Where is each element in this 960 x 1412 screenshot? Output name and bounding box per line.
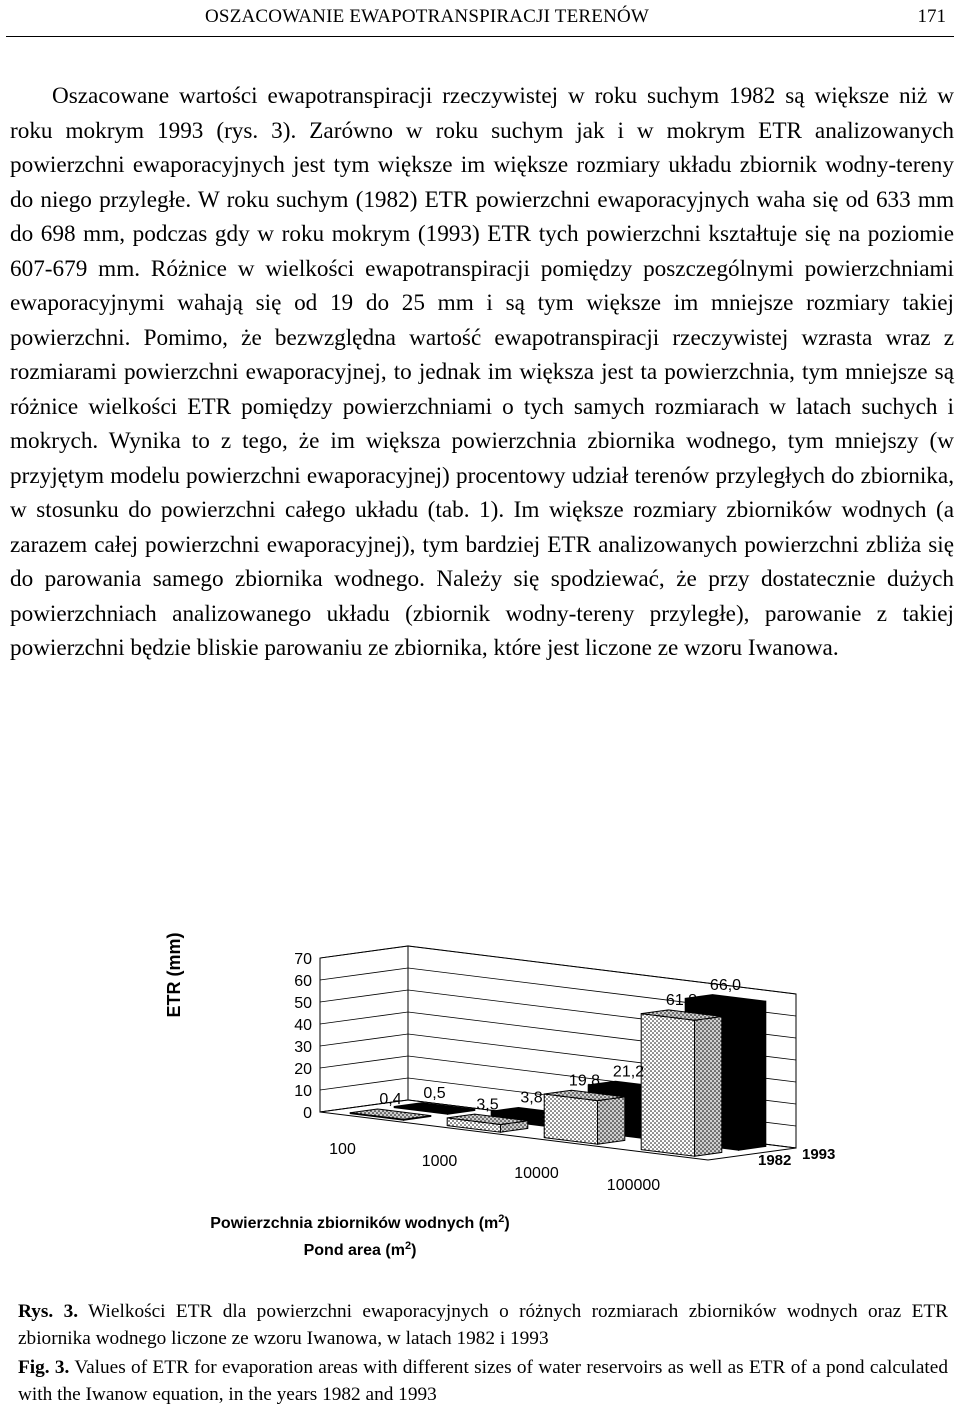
y-tick-label: 70: [294, 951, 312, 968]
data-label: 21,2: [612, 1063, 645, 1081]
bar-side: [695, 1017, 722, 1157]
running-title: OSZACOWANIE EWAPOTRANSPIRACJI TERENÓW: [205, 6, 650, 27]
data-label: 61,8: [665, 992, 698, 1010]
page-number: 171: [917, 6, 946, 27]
y-tick-label: 20: [294, 1061, 312, 1078]
bar-side: [739, 1001, 766, 1150]
x-tick-label: 100000: [606, 1177, 661, 1194]
bar-front: [544, 1094, 597, 1144]
header-rule: [6, 36, 954, 37]
data-label: 19,8: [568, 1072, 601, 1090]
x-tick-label: 1000: [421, 1153, 458, 1170]
left-wall: [320, 946, 408, 1112]
caption-text-en: Values of ETR for evaporation areas with different sizes of water reservoirs as well as ETR of a pond calculated with the Iwanow equation, in the years 1982 and 1993: [18, 1357, 948, 1405]
x-axis-title-pl: Powierzchnia zbiorników wodnych $(m^2)$: [210, 1213, 510, 1232]
caption-label-pl: Rys. 3.: [18, 1301, 79, 1322]
x-tick-label: 10000: [514, 1165, 559, 1182]
figure-caption-en: [18, 1354, 948, 1408]
y-tick-label: 40: [294, 1017, 312, 1034]
figure-caption-pl: [18, 1298, 948, 1352]
x-tick-label: 100: [329, 1141, 356, 1158]
y-tick-label: 60: [294, 973, 312, 990]
running-header: [0, 0, 960, 38]
data-label: 0,5: [423, 1084, 446, 1102]
series-label: 1982: [758, 1152, 792, 1169]
body-paragraph: Oszacowane wartości ewapotranspiracji rzeczywistej w roku suchym 1982 są większe niż w roku mokrym 1993 (rys. 3). Zarówno w roku suchym jak i w mokrym ETR analizowanych powierzchni ewaporacyjnych jest tym większe im większe rozmiary układu zbiornik wodny-tereny do niego przyległe. W roku suchym (1982) ETR powierzchni ewaporacyjnych waha się od 633 mm do 698 mm, podczas gdy w roku mokrym (1993) ETR tych powierzchni kształtuje się na poziomie 607-679 mm. Różnice w wielkości ewapotranspiracji pomiędzy poszczególnymi powierzchniami ewaporacyjnymi wahają się od 19 do 25 mm i są tym większe im mniejsze rozmiary takiej powierzchni. Pomimo, że bezwzględna wartość ewapotranspiracji rzeczywistej wzrasta wraz z rozmiarami powierzchni ewaporacyjnej, to jednak im większa jest ta powierzchnia, tym mniejsze są różnice wielkości ETR pomiędzy powierzchniami o tych samych rozmiarach w latach suchych i mokrych. Wynika to z tego, że im większa powierzchnia zbiornika wodnego, tym mniejszy (w przyjętym modelu powierzchni ewaporacyjnej) procentowy udział terenów przyległych do zbiornika, w stosunku do powierzchni całego układu (tab. 1). Im większe rozmiary zbiorników wodnych (a zarazem całej powierzchni ewaporacyjnej), tym bardziej ETR analizowanych powierzchni zbliża się do parowania samego zbiornika wodnego. Należy się spodziewać, że przy dostatecznie dużych powierzchniach analizowanego układu (zbiornik wodny-tereny przyległe), parowanie z takiej powierzchni będzie bliskie parowaniu ze zbiornika, które jest liczone ze wzoru Iwanowa.: [10, 83, 954, 661]
data-label: 3,5: [476, 1096, 499, 1114]
y-tick-label: 30: [294, 1039, 312, 1056]
y-axis-title: ETR (mm): [164, 932, 184, 1018]
series-label: 1993: [802, 1146, 836, 1163]
data-label: 3,8: [520, 1089, 543, 1107]
caption-text-pl: Wielkości ETR dla powierzchni ewaporacyjnych o różnych rozmiarach zbiorników wodnych oraz ETR zbiornika wodnego liczone ze wzoru Iwanowa, w latach 1982 i 1993: [18, 1301, 949, 1349]
bar-1982-10000: [544, 1090, 625, 1144]
bar-front: [641, 1014, 694, 1157]
x-axis-title-en: Pond area $(m^2)$: [303, 1240, 417, 1259]
y-tick-label: 10: [294, 1083, 312, 1100]
data-label: 0,4: [379, 1091, 402, 1109]
caption-label-en: Fig. 3.: [18, 1357, 70, 1378]
bar-side: [598, 1097, 625, 1144]
bar-1982-100000: [641, 1010, 722, 1156]
etr-3d-bar-chart: [140, 820, 836, 1270]
data-label: 66,0: [709, 976, 742, 994]
y-tick-label: 50: [294, 995, 312, 1012]
y-tick-label: 0: [303, 1105, 312, 1122]
